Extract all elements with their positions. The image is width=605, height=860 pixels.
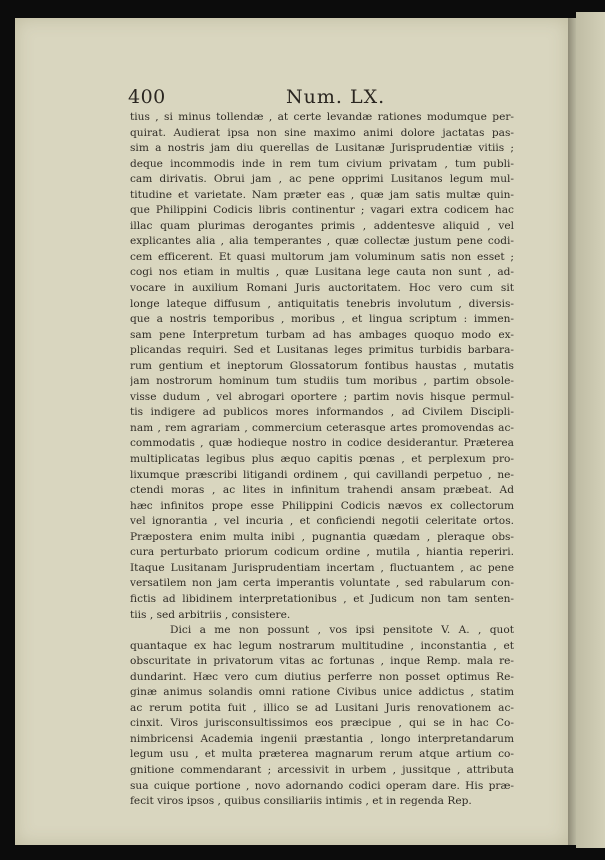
text-line: vel ignorantia , vel incuria , et conficiendi negotii celeritate ortos. [130, 515, 514, 528]
text-line: dundarint. Hæc vero cum diutius perferre non posset optimus Re- [130, 670, 514, 683]
text-line: Itaque Lusitanam Jurisprudentiam incertam , fluctuantem , ac pene [130, 561, 514, 574]
text-line: legum usu , et multa præterea magnarum rerum atque artium co- [130, 748, 514, 761]
text-line: sam pene Interpretum turbam ad has ambages quoquo modo ex- [130, 328, 514, 341]
text-line: versatilem non jam certa imperantis voluntate , sed rabularum con- [130, 577, 514, 590]
text-line: tis indigere ad publicos mores informandos , ad Civilem Discipli- [130, 406, 514, 419]
paragraph [130, 110, 514, 623]
text-line: cinxit. Viros jurisconsultissimos eos præcipue , qui se in hac Co- [130, 717, 514, 730]
text-line: cogi nos etiam in multis , quæ Lusitana lege cauta non sunt , ad- [130, 266, 514, 279]
text-line: nam , rem agrariam , commercium ceterasque artes promovendas ac- [130, 421, 514, 434]
text-line: commodatis , quæ hodieque nostro in codice desiderantur. Præterea [130, 437, 514, 450]
text-line: titudine et varietate. Nam præter eas , quæ jam satis multæ quin- [130, 188, 514, 201]
text-line: ac rerum potita fuit , illico se ad Lusitani Juris renovationem ac- [130, 701, 514, 714]
text-line: tiis , sed arbitriis , consistere. [130, 608, 291, 621]
text-line: que a nostris temporibus , moribus , et lingua scriptum : immen- [130, 313, 514, 326]
page-gutter-shadow [568, 18, 576, 845]
text-line: obscuritate in privatorum vitas ac fortunas , inque Remp. mala re- [130, 655, 514, 668]
text-line: Dici a me non possunt , vos ipsi pensitote V. A. , quot [170, 624, 514, 637]
text-line: quantaque ex hac legum nostrarum multitudine , inconstantia , et [130, 639, 514, 652]
text-line: vocare in auxilium Romani Juris auctoritatem. Hoc vero cum sit [130, 282, 514, 295]
text-line: jam nostrorum hominum tum studiis tum moribus , partim obsole- [130, 375, 514, 388]
text-line: cura perturbato priorum codicum ordine , mutila , hiantia reperiri. [130, 546, 514, 559]
running-head: Num. LX. [286, 86, 386, 108]
text-line: fecit viros ipsos , quibus consiliariis intimis , et in regenda Rep. [130, 795, 472, 808]
text-line: ctendi moras , ac lites in infinitum trahendi ansam præbeat. Ad [130, 484, 514, 497]
text-line: que Philippini Codicis libris continentur ; vagari extra codicem hac [130, 204, 514, 217]
text-line: deque incommodis inde in rem tum civium privatam , tum publi- [130, 157, 514, 170]
facing-page-edge [576, 12, 605, 848]
text-line: illac quam plurimas derogantes primis , addentesve aliquid , vel [130, 219, 514, 232]
paragraph [130, 623, 514, 810]
text-line: nimbricensi Academia ingenii præstantia , longo interpretandarum [130, 732, 514, 745]
page-number: 400 [128, 86, 166, 108]
text-line: hæc infinitos prope esse Philippini Codicis nævos ex collectorum [130, 499, 514, 512]
text-line: multiplicatas legibus plus æquo capitis pœnas , et perplexum pro- [130, 453, 514, 466]
text-line: Præpostera enim multa inibi , pugnantia quædam , pleraque obs- [130, 530, 514, 543]
page-header [128, 86, 548, 110]
text-line: plicandas requiri. Sed et Lusitanas leges primitus turbidis barbara- [130, 344, 514, 357]
text-line: lixumque præscribi litigandi ordinem , qui cavillandi perpetuo , ne- [130, 468, 514, 481]
text-line: fictis ad libidinem interpretationibus , et Judicum non tam senten- [130, 592, 514, 605]
text-line: ginæ animus solandis omni ratione Civibus unice addictus , statim [130, 686, 514, 699]
text-line: visse dudum , vel abrogari oportere ; partim novis hisque permul- [130, 390, 514, 403]
text-line: quirat. Audierat ipsa non sine maximo animi dolore jactatas pas- [130, 126, 514, 139]
text-line: rum gentium et ineptorum Glossatorum fontibus haustas , mutatis [130, 359, 514, 372]
text-line: longe lateque diffusum , antiquitatis tenebris involutum , diversis- [130, 297, 514, 310]
text-line: cem efficerent. Et quasi multorum jam voluminum satis non esset ; [130, 250, 514, 263]
body-text [130, 110, 514, 810]
text-line: sim a nostris jam diu querellas de Lusitanæ Jurisprudentiæ vitiis ; [130, 142, 514, 155]
text-line: cam dirivatis. Obrui jam , ac pene opprimi Lusitanos legum mul- [130, 173, 514, 186]
text-line: gnitione commendarant ; arcessivit in urbem , jussitque , attributa [130, 763, 514, 776]
text-line: explicantes alia , alia temperantes , quæ collectæ justum pene codi- [130, 235, 514, 248]
text-line: sua cuique portione , novo adornando codici operam dare. His præ- [130, 779, 514, 792]
text-line: tius , si minus tollendæ , at certe levandæ rationes modumque per- [130, 111, 514, 123]
